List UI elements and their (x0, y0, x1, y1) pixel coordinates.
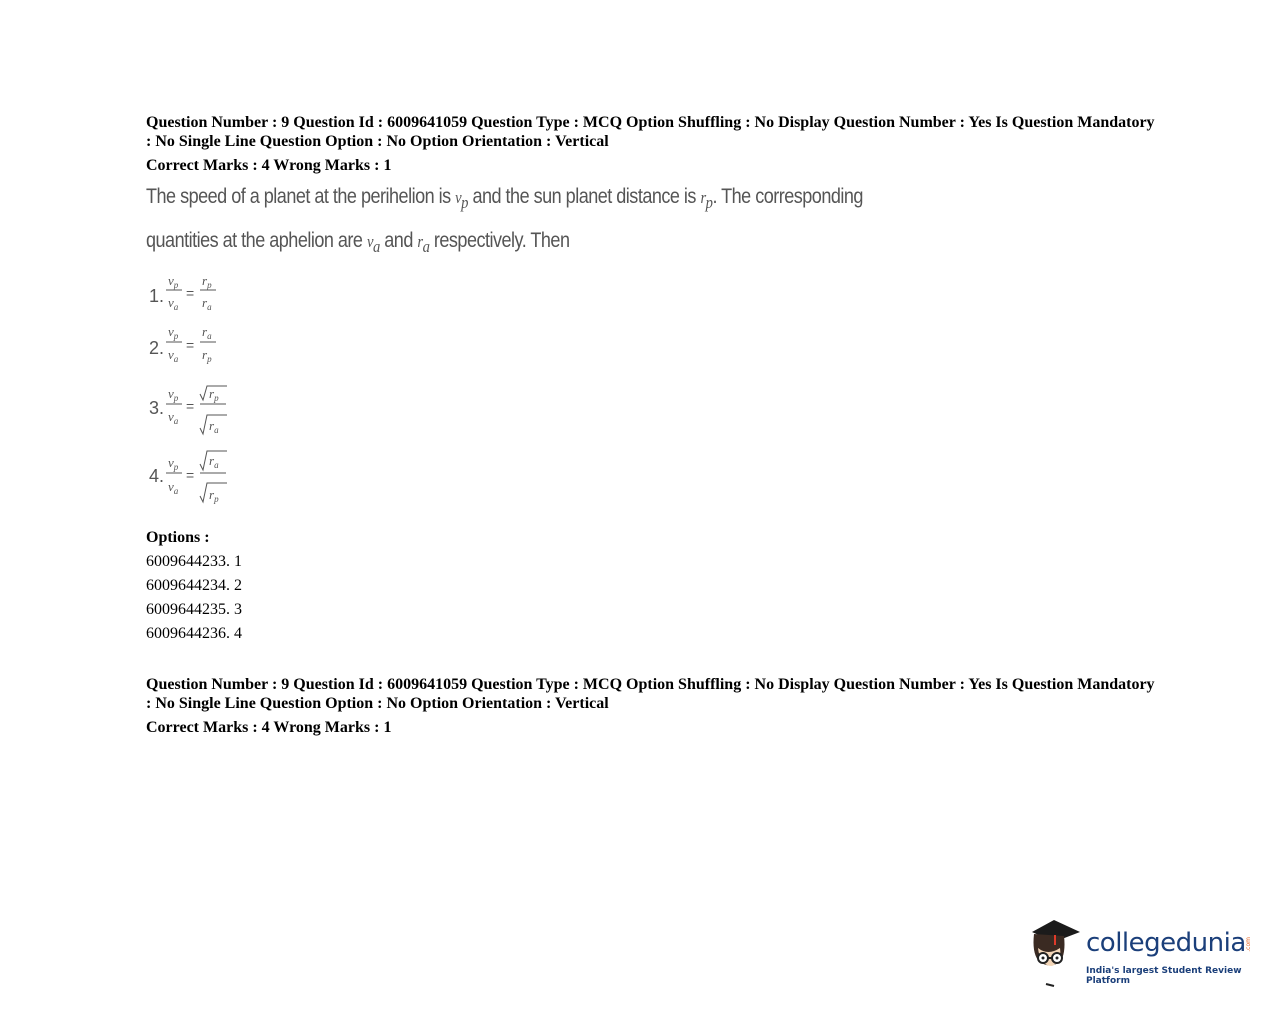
question-block-2 (146, 675, 1156, 737)
option-item: 6009644234. 2 (146, 577, 242, 594)
question-meta: Question Number : 9 Question Id : 6009641059 Question Type : MCQ Option Shuffling : No Display Question Number : Yes Is Question Mandatory : No Single Line Question Option : No Option Orientation : Vertical (146, 676, 1155, 712)
option-item: 6009644235. 3 (146, 601, 242, 618)
collegedunia-logo (1024, 918, 1264, 988)
question-block-1 (146, 113, 1156, 267)
svg-text:vp: $v_p$ (168, 324, 179, 341)
svg-text:ra: $r_a$ (202, 295, 212, 312)
svg-text:=: = (186, 337, 195, 353)
svg-text:2.: 2. (149, 338, 165, 358)
svg-text:va: $v_a$ (168, 347, 179, 364)
svg-text:4.: 4. (149, 466, 165, 486)
svg-text:rp: $r_p$ (202, 273, 212, 290)
svg-text:vp: $v_p$ (168, 455, 179, 472)
svg-text:=: = (186, 285, 195, 301)
options-label: Options : (146, 529, 210, 546)
svg-text:3.: 3. (149, 398, 165, 418)
question-meta: Question Number : 9 Question Id : 6009641059 Question Type : MCQ Option Shuffling : No Display Question Number : Yes Is Question Mandatory : No Single Line Question Option : No Option Orientation : Vertical (146, 114, 1155, 150)
svg-text:rp: $r_p$ (209, 386, 219, 403)
svg-text:vp: $v_p$ (168, 273, 179, 290)
svg-text:ra: $r_a$ (209, 453, 219, 470)
choice-4 (149, 451, 227, 504)
logo-tagline: India's largest Student Review Platform (1086, 966, 1242, 986)
logo-com: .com (1245, 937, 1252, 952)
svg-text:=: = (186, 398, 195, 414)
answer-choices (146, 268, 246, 508)
logo-wordmark: collegedunia (1086, 928, 1246, 958)
mascot-icon (1024, 918, 1084, 988)
svg-text:ra: $r_a$ (202, 324, 212, 341)
svg-text:va: $v_a$ (168, 479, 179, 496)
choice-1 (149, 273, 216, 312)
svg-text:1.: 1. (149, 286, 165, 306)
choice-3 (149, 386, 227, 435)
svg-text:ra: $r_a$ (209, 418, 219, 435)
choice-2 (149, 324, 216, 364)
svg-text:vp: $v_p$ (168, 386, 179, 403)
svg-text:rp: $r_p$ (209, 487, 219, 504)
question-marks: Correct Marks : 4 Wrong Marks : 1 (146, 719, 392, 736)
option-item: 6009644233. 1 (146, 553, 242, 570)
svg-text:=: = (186, 467, 195, 483)
svg-text:va: $v_a$ (168, 409, 179, 426)
svg-text:rp: $r_p$ (202, 347, 212, 364)
question-text: The speed of a planet at the perihelion is $v_p$ and the sun planet distance is $r_p$. The corresponding quantities at the aphelion are $v_a$ and $r_a$ respectively. Then (146, 185, 863, 257)
svg-text:va: $v_a$ (168, 295, 179, 312)
options-list (146, 526, 242, 646)
question-marks: Correct Marks : 4 Wrong Marks : 1 (146, 157, 392, 174)
option-item: 6009644236. 4 (146, 625, 242, 642)
